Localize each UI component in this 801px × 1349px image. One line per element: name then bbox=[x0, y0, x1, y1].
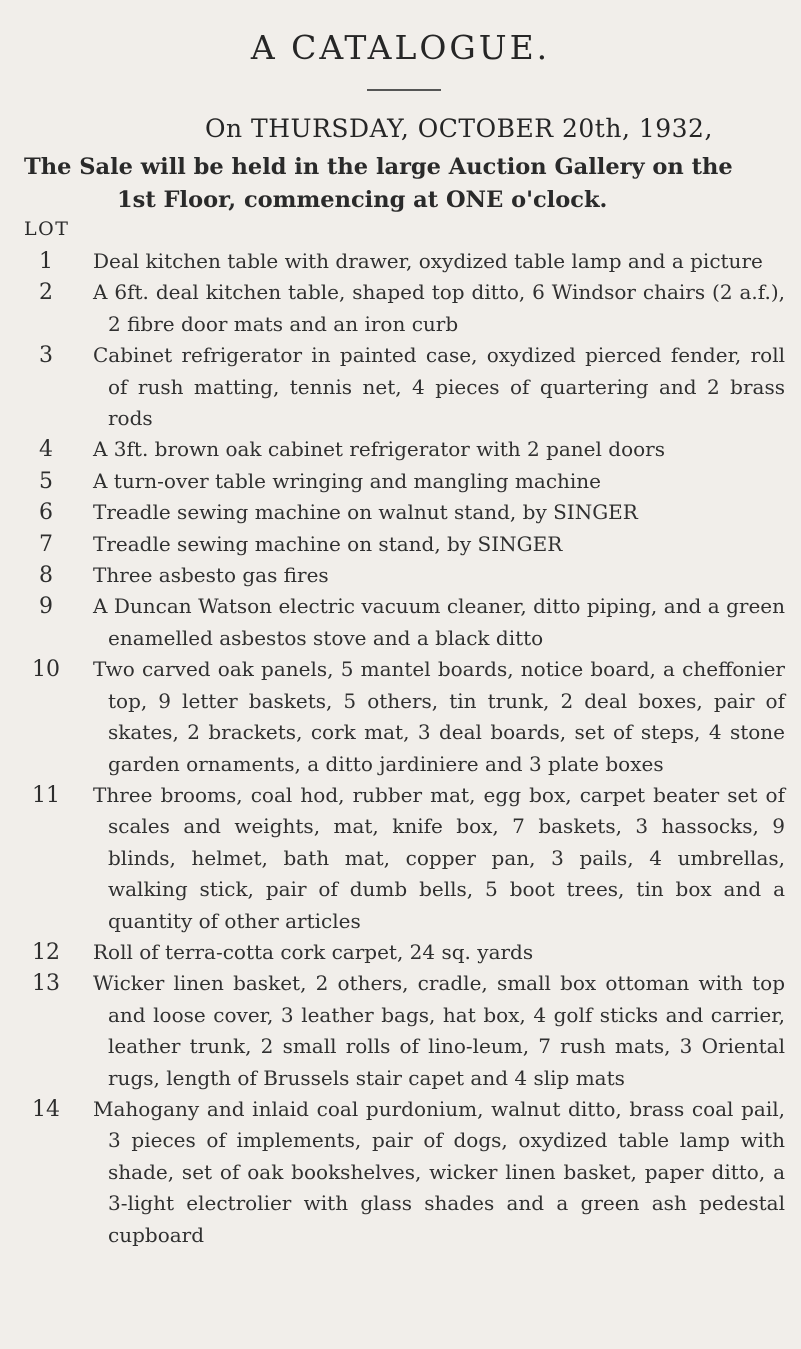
lot-item bbox=[0, 968, 801, 1094]
lot-description: A 3ft. brown oak cabinet refrigerator with 2 panel doors bbox=[93, 437, 665, 462]
lot-item bbox=[0, 591, 801, 654]
lot-item bbox=[0, 560, 801, 591]
lot-item bbox=[0, 1094, 801, 1251]
lot-item bbox=[0, 340, 801, 434]
lot-description: Treadle sewing machine on stand, by SINGER bbox=[93, 531, 563, 556]
intro-line-2: 1st Floor, commencing at ONE o'clock. bbox=[117, 187, 608, 213]
lot-description: Two carved oak panels, 5 mantel boards, notice board, a cheffonier top, 9 letter baskets, 5 others, tin trunk, 2 deal boxes, pair of skates, 2 brackets, cork mat, 3 deal boards, set of steps, 4 stone garden ornaments, a ditto jardiniere and 3 plate boxes bbox=[93, 657, 785, 776]
lot-number: 8 bbox=[39, 563, 53, 589]
lot-item bbox=[0, 654, 801, 780]
intro-lead: The bbox=[24, 154, 72, 180]
lot-number: 9 bbox=[39, 594, 53, 620]
lot-description: A turn-over table wringing and mangling machine bbox=[93, 468, 602, 493]
lot-item bbox=[0, 246, 801, 277]
title-divider bbox=[367, 89, 441, 91]
lot-description: Wicker linen basket, 2 others, cradle, small box ottoman with top and loose cover, 3 leather bags, hat box, 4 golf sticks and carrier, leather trunk, 2 small rolls of lino-leum, 7 rush mats, 3 Oriental rugs, length of Brussels stair capet and 4 slip mats bbox=[93, 971, 785, 1090]
lot-number: 7 bbox=[39, 531, 53, 557]
lot-description: Roll of terra-cotta cork carpet, 24 sq. yards bbox=[93, 939, 534, 964]
lot-number: 14 bbox=[32, 1096, 60, 1122]
lot-number: 1 bbox=[39, 249, 53, 274]
lot-item bbox=[0, 497, 801, 528]
intro-line-1: Sale will be held in the large Auction Gallery on the bbox=[79, 154, 733, 180]
lot-item bbox=[0, 780, 801, 937]
lot-number: 10 bbox=[32, 657, 60, 683]
lot-list bbox=[0, 246, 801, 1251]
lot-description: A Duncan Watson electric vacuum cleaner, ditto piping, and a green enamelled asbestos stove and a black ditto bbox=[93, 594, 785, 650]
sale-intro bbox=[24, 151, 784, 217]
lot-number: 13 bbox=[32, 971, 60, 997]
lot-description: Mahogany and inlaid coal purdonium, walnut ditto, brass coal pail, 3 pieces of implements, pair of dogs, oxydized table lamp with shade, set of oak bookshelves, wicker linen basket, paper ditto, a 3-light electrolier with glass shades and a green ash pedestal cupboard bbox=[93, 1096, 785, 1247]
page-title: A CATALOGUE. bbox=[250, 28, 551, 67]
lot-description: Treadle sewing machine on walnut stand, by SINGER bbox=[93, 500, 638, 525]
lot-description: A 6ft. deal kitchen table, shaped top ditto, 6 Windsor chairs (2 a.f.), 2 fibre door mats and an iron curb bbox=[93, 280, 785, 336]
lot-description: Deal kitchen table with drawer, oxydized table lamp and a picture bbox=[93, 249, 763, 273]
lot-number: 5 bbox=[39, 468, 53, 494]
lot-item bbox=[0, 434, 801, 465]
lot-item bbox=[0, 277, 801, 340]
lot-description: Three brooms, coal hod, rubber mat, egg box, carpet beater set of scales and weights, mat, knife box, 7 baskets, 3 hassocks, 9 blinds, helmet, bath mat, copper pan, 3 pails, 4 umbrellas, walking stick, pair of dumb bells, 5 boot trees, tin box and a quantity of other articles bbox=[93, 782, 785, 933]
lot-number: 11 bbox=[32, 782, 60, 808]
lot-number: 4 bbox=[39, 437, 53, 463]
lot-item bbox=[0, 937, 801, 968]
lot-item bbox=[0, 466, 801, 497]
lot-number: 2 bbox=[39, 280, 53, 306]
sale-date: On THURSDAY, OCTOBER 20th, 1932, bbox=[205, 114, 713, 143]
lot-number: 3 bbox=[39, 343, 53, 369]
lot-description: Cabinet refrigerator in painted case, oxydized pierced fender, roll of rush matting, tennis net, 4 pieces of quartering and 2 brass rods bbox=[93, 343, 785, 431]
lot-number: 6 bbox=[39, 500, 53, 526]
lot-item bbox=[0, 529, 801, 560]
lot-number: 12 bbox=[32, 939, 60, 965]
lot-description: Three asbesto gas fires bbox=[93, 563, 329, 588]
lot-column-heading: LOT bbox=[24, 218, 70, 240]
